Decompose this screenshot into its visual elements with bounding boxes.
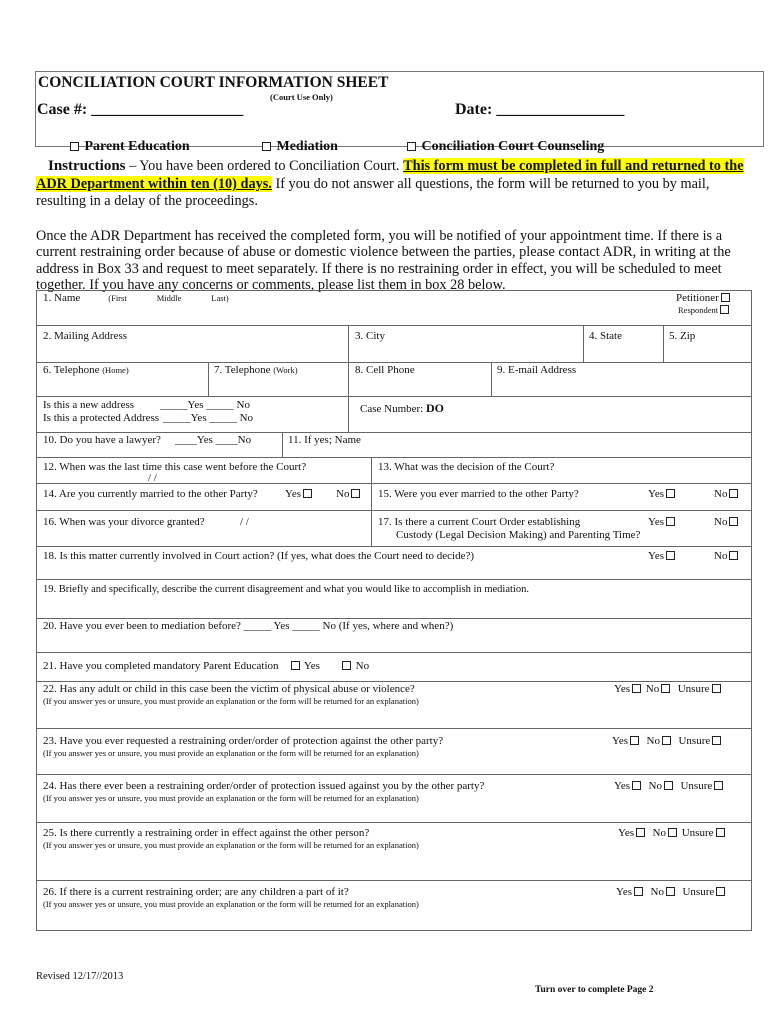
cell-phone-field[interactable]: 8. Cell Phone bbox=[355, 364, 415, 376]
q25-options[interactable]: Yes No Unsure bbox=[618, 827, 727, 839]
turn-over-note: Turn over to complete Page 2 bbox=[535, 985, 654, 995]
explanation-note: (If you answer yes or unsure, you must provide an explanation or the form will be returned for an explanation) bbox=[43, 899, 419, 909]
checkbox[interactable] bbox=[716, 828, 725, 837]
checkbox[interactable] bbox=[291, 661, 300, 670]
para-line: address in Box 33 and request to meet separately. If there is no restraining order in effect, you will be scheduled to meet bbox=[36, 261, 722, 277]
q10-lawyer[interactable]: 10. Do you have a lawyer? ____Yes ____No bbox=[43, 434, 252, 446]
para-line: current restraining order because of abuse or domestic violence between the parties, please contact ADR, in writing at the bbox=[36, 244, 731, 260]
case-number-field[interactable]: Case #: ___________________ bbox=[37, 101, 244, 118]
para-line: Once the ADR Department has received the completed form, you will be notified of your appointment time. If there is a bbox=[36, 228, 723, 244]
q17-no[interactable]: No bbox=[714, 516, 740, 528]
checkbox[interactable] bbox=[721, 293, 730, 302]
checkbox[interactable] bbox=[262, 142, 271, 151]
case-number-do[interactable]: Case Number: DO bbox=[360, 401, 444, 415]
checkbox[interactable] bbox=[668, 828, 677, 837]
q22-options[interactable]: Yes No Unsure bbox=[614, 683, 723, 695]
q26-children: 26. If there is a current restraining order; are any children a part of it? bbox=[43, 886, 349, 898]
service-mediation[interactable]: Mediation bbox=[260, 139, 338, 155]
mailing-address-field[interactable]: 2. Mailing Address bbox=[43, 330, 128, 342]
checkbox[interactable] bbox=[666, 551, 675, 560]
q13-court-decision[interactable]: 13. What was the decision of the Court? bbox=[378, 461, 555, 473]
q14-yes[interactable]: Yes bbox=[285, 488, 314, 500]
checkbox[interactable] bbox=[729, 551, 738, 560]
checkbox[interactable] bbox=[303, 489, 312, 498]
respondent-option[interactable]: Respondent bbox=[678, 305, 731, 315]
email-field[interactable]: 9. E-mail Address bbox=[497, 364, 577, 376]
checkbox[interactable] bbox=[632, 781, 641, 790]
date-field[interactable]: Date: ________________ bbox=[455, 101, 625, 118]
q23-options[interactable]: Yes No Unsure bbox=[612, 735, 723, 747]
explanation-note: (If you answer yes or unsure, you must provide an explanation or the form will be returned for an explanation) bbox=[43, 696, 419, 706]
checkbox[interactable] bbox=[714, 781, 723, 790]
checkbox[interactable] bbox=[630, 736, 639, 745]
para-line: together. If you have any concerns or comments, please list them in box 28 below. bbox=[36, 277, 506, 293]
q17-court-order: 17. Is there a current Court Order establishing bbox=[378, 516, 581, 528]
q23-requested-order: 23. Have you ever requested a restraining order/order of protection against the other party? bbox=[43, 735, 444, 747]
checkbox[interactable] bbox=[712, 684, 721, 693]
checkbox[interactable] bbox=[634, 887, 643, 896]
explanation-note: (If you answer yes or unsure, you must provide an explanation or the form will be returned for an explanation) bbox=[43, 840, 419, 850]
checkbox[interactable] bbox=[666, 887, 675, 896]
checkbox[interactable] bbox=[407, 142, 416, 151]
checkbox[interactable] bbox=[342, 661, 351, 670]
q18-no[interactable]: No bbox=[714, 550, 740, 562]
city-field[interactable]: 3. City bbox=[355, 330, 385, 342]
q24-options[interactable]: Yes No Unsure bbox=[614, 780, 725, 792]
explanation-note: (If you answer yes or unsure, you must provide an explanation or the form will be returned for an explanation) bbox=[43, 793, 419, 803]
q11-lawyer-name[interactable]: 11. If yes; Name bbox=[288, 434, 361, 446]
revised-date: Revised 12/17//2013 bbox=[36, 971, 124, 982]
checkbox[interactable] bbox=[666, 489, 675, 498]
q16-divorce-date: 16. When was your divorce granted? bbox=[43, 516, 205, 528]
protected-address-question[interactable]: Is this a protected Address _____Yes _____ No bbox=[43, 412, 254, 424]
explanation-note: (If you answer yes or unsure, you must provide an explanation or the form will be returned for an explanation) bbox=[43, 748, 419, 758]
court-use-note: (Court Use Only) bbox=[270, 92, 333, 102]
q18-court-action: 18. Is this matter currently involved in Court action? (If yes, what does the Court need to decide?) bbox=[43, 550, 475, 562]
q18-yes[interactable]: Yes bbox=[648, 550, 677, 562]
service-parent-education[interactable]: Parent Education bbox=[68, 139, 190, 155]
q17-yes[interactable]: Yes bbox=[648, 516, 677, 528]
checkbox[interactable] bbox=[720, 305, 729, 314]
q20-prior-mediation[interactable]: 20. Have you ever been to mediation before? _____ Yes _____ No (If yes, where and when?) bbox=[43, 620, 454, 632]
checkbox[interactable] bbox=[664, 781, 673, 790]
q14-married: 14. Are you currently married to the other Party? bbox=[43, 488, 258, 500]
name-field[interactable]: 1. Name (First Middle Last) bbox=[43, 292, 229, 304]
checkbox[interactable] bbox=[729, 489, 738, 498]
checkbox[interactable] bbox=[662, 736, 671, 745]
checkbox[interactable] bbox=[632, 684, 641, 693]
checkbox[interactable] bbox=[351, 489, 360, 498]
q22-abuse: 22. Has any adult or child in this case been the victim of physical abuse or violence? bbox=[43, 683, 415, 695]
q12-date-slashes: / / bbox=[148, 472, 157, 484]
checkbox[interactable] bbox=[661, 684, 670, 693]
q26-options[interactable]: Yes No Unsure bbox=[616, 886, 727, 898]
q24-order-against-you: 24. Has there ever been a restraining order/order of protection issued against you by the other party? bbox=[43, 780, 485, 792]
q12-last-court-date[interactable]: 12. When was the last time this case went before the Court? bbox=[43, 461, 307, 473]
zip-field[interactable]: 5. Zip bbox=[669, 330, 696, 342]
checkbox[interactable] bbox=[636, 828, 645, 837]
checkbox[interactable] bbox=[716, 887, 725, 896]
checkbox[interactable] bbox=[729, 517, 738, 526]
checkbox[interactable] bbox=[666, 517, 675, 526]
checkbox[interactable] bbox=[70, 142, 79, 151]
q15-yes[interactable]: Yes bbox=[648, 488, 677, 500]
q19-disagreement[interactable]: 19. Briefly and specifically, describe the current disagreement and what you would like to accomplish in mediation. bbox=[43, 584, 529, 595]
q21-parent-education: 21. Have you completed mandatory Parent Education Yes No bbox=[43, 660, 370, 672]
instructions-line2: ADR Department within ten (10) days. If you do not answer all questions, the form will be returned to you by mail, bbox=[36, 176, 710, 192]
instructions-line1: Instructions – You have been ordered to Conciliation Court. This form must be completed in full and returned to the bbox=[48, 158, 744, 174]
q15-no[interactable]: No bbox=[714, 488, 740, 500]
instructions-line3: resulting in a delay of the proceedings. bbox=[36, 193, 258, 209]
new-address-question[interactable]: Is this a new address _____Yes _____ No bbox=[43, 399, 250, 411]
service-counseling[interactable]: Conciliation Court Counseling bbox=[405, 139, 604, 155]
state-field[interactable]: 4. State bbox=[589, 330, 622, 342]
petitioner-option[interactable]: Petitioner bbox=[676, 292, 732, 304]
q16-date-slashes[interactable]: / / bbox=[240, 516, 249, 528]
form-title: CONCILIATION COURT INFORMATION SHEET bbox=[38, 74, 389, 91]
q15-ever-married: 15. Were you ever married to the other Party? bbox=[378, 488, 579, 500]
work-phone-field[interactable]: 7. Telephone (Work) bbox=[214, 364, 298, 376]
q25-current-order: 25. Is there currently a restraining order in effect against the other person? bbox=[43, 827, 370, 839]
checkbox[interactable] bbox=[712, 736, 721, 745]
home-phone-field[interactable]: 6. Telephone (Home) bbox=[43, 364, 129, 376]
q17-court-order-line2: Custody (Legal Decision Making) and Parenting Time? bbox=[396, 529, 641, 541]
q14-no[interactable]: No bbox=[336, 488, 362, 500]
